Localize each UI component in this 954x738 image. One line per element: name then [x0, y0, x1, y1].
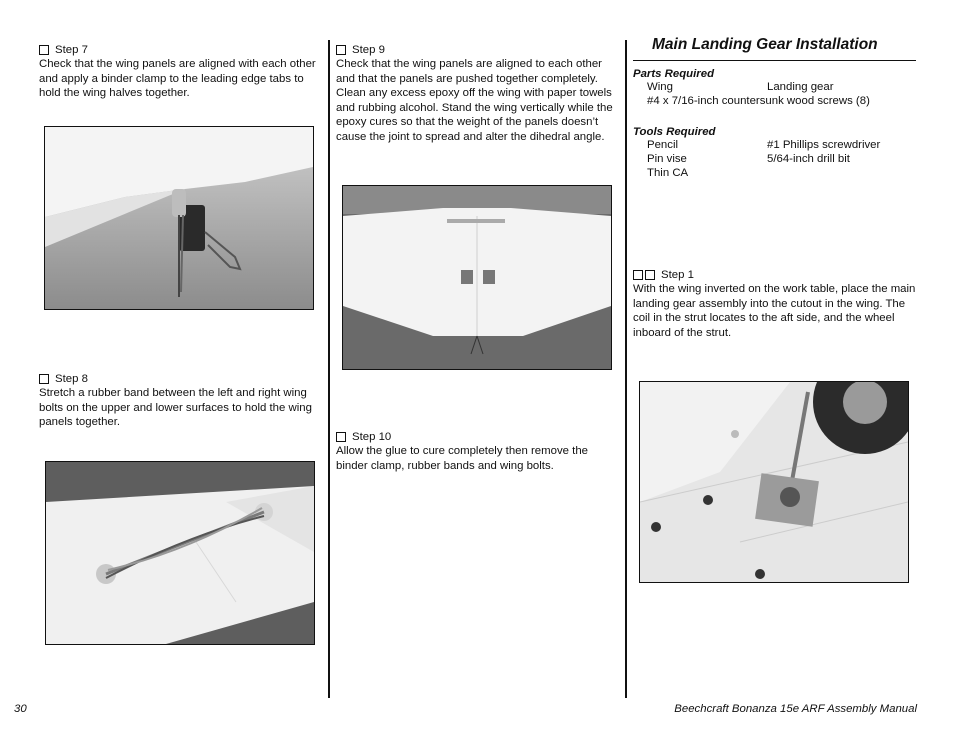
rubber-band-photo: [46, 462, 314, 644]
step8-heading: [39, 372, 317, 386]
step7-text: Check that the wing panels are aligned with each other and apply a binder clamp to the leading edge tabs to hold the wing halves together.: [39, 58, 316, 100]
step10-label: Step 10: [352, 431, 392, 443]
step9-block: [336, 43, 620, 145]
column-divider-1: [328, 40, 330, 698]
step8-text: Stretch a rubber band between the left and right wing bolts on the upper and lower surfaces to hold the wing panels together.: [39, 387, 312, 429]
step7-photo: [44, 126, 314, 310]
step8-photo: [45, 461, 315, 645]
tools-required: [633, 126, 916, 181]
section-title-rule: [633, 60, 916, 61]
step10-checkbox[interactable]: [336, 432, 346, 442]
wing-vertical-photo: [343, 186, 611, 369]
tools-item: Pin vise: [647, 153, 687, 166]
parts-item: Wing: [647, 81, 673, 93]
tools-row: [647, 166, 916, 180]
step1-label: Step 1: [661, 269, 694, 281]
step1-checkbox-left[interactable]: [633, 270, 643, 280]
parts-item: Landing gear: [767, 81, 834, 93]
parts-required-heading: Parts Required: [633, 68, 715, 80]
step9-heading: [336, 43, 620, 57]
landing-gear-photo: [640, 382, 908, 582]
step7-label: Step 7: [55, 44, 88, 56]
section-title: Main Landing Gear Installation: [652, 36, 878, 53]
step9-label: Step 9: [352, 44, 385, 56]
tools-item: Thin CA: [647, 167, 689, 180]
step1-heading: [633, 268, 916, 282]
page-number: 30: [14, 703, 27, 715]
step10-heading: [336, 430, 620, 444]
step8-block: [39, 372, 317, 430]
step10-block: [336, 430, 620, 473]
manual-title: Beechcraft Bonanza 15e ARF Assembly Manual: [674, 703, 917, 715]
binder-clamp-photo: [45, 127, 313, 309]
step1-photo: [639, 381, 909, 583]
step1-block: [633, 268, 916, 340]
step9-text: Check that the wing panels are aligned to each other and that the panels are pushed together completely. Clean any excess epoxy off the wing with paper towels and rubbing alcohol. Stand the wing vertically while the epoxy cures so that the weight of the panels doesn’t cause the joint to spread and alter the dihedral angle.: [336, 58, 613, 143]
tools-item: #1 Phillips screwdriver: [767, 139, 881, 151]
tools-row: [647, 138, 916, 152]
tools-item: 5/64-inch drill bit: [767, 153, 850, 166]
tools-row: [647, 152, 916, 166]
parts-required: [633, 68, 916, 108]
tools-item: Pencil: [647, 139, 679, 151]
step8-checkbox[interactable]: [39, 374, 49, 384]
parts-row: [647, 80, 916, 94]
step1-checkbox-right[interactable]: [645, 270, 655, 280]
step8-label: Step 8: [55, 373, 88, 385]
step9-photo: [342, 185, 612, 370]
tools-required-heading: Tools Required: [633, 126, 716, 138]
step1-text: With the wing inverted on the work table, place the main landing gear assembly into the cutout in the wing. The coil in the strut locates to the aft side, and the wheel inboard of the strut.: [633, 283, 916, 339]
step7-checkbox[interactable]: [39, 45, 49, 55]
column-divider-2: [625, 40, 627, 698]
parts-row: [647, 94, 916, 108]
step7-heading: [39, 43, 317, 57]
step10-text: Allow the glue to cure completely then remove the binder clamp, rubber bands and wing bolts.: [336, 445, 588, 472]
parts-item: #4 x 7/16-inch countersunk wood screws (8): [647, 95, 870, 108]
step9-checkbox[interactable]: [336, 45, 346, 55]
step7-block: [39, 43, 317, 101]
